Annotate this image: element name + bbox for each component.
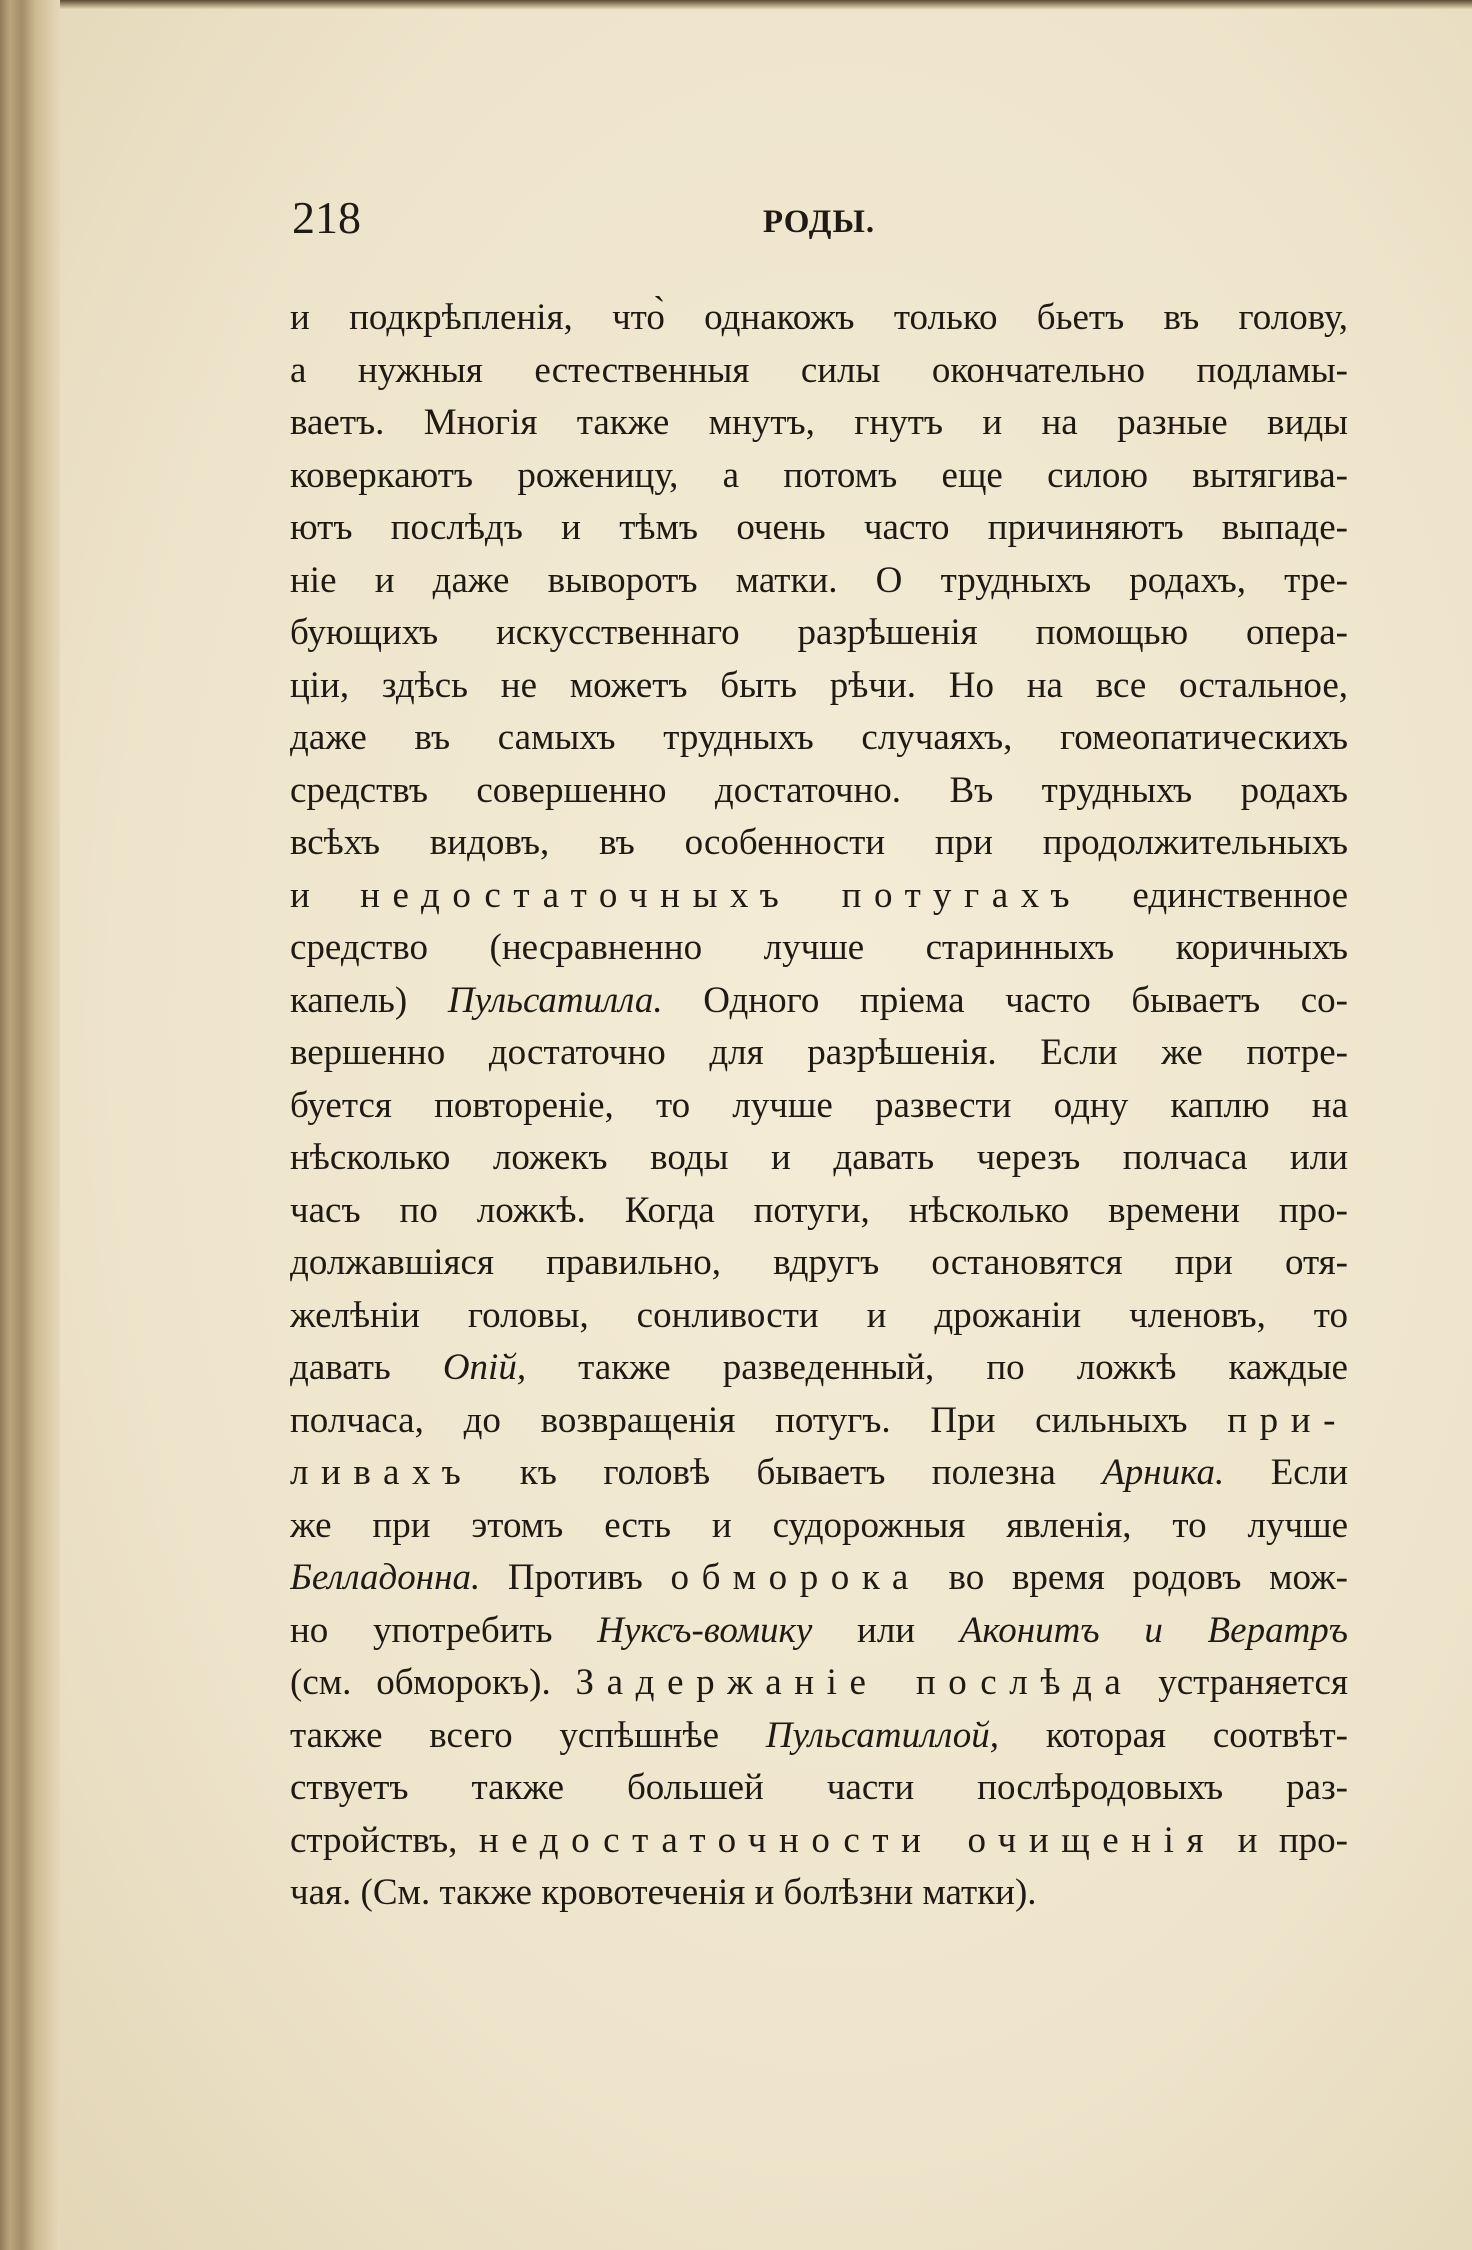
text-segment: буется повтореніе, то лучше развести одну каплю на xyxy=(290,1084,1348,1126)
text-line xyxy=(290,1342,1348,1395)
text-segment: давать xyxy=(290,1347,443,1388)
spaced-emphasis-text: недостаточныхъ xyxy=(360,874,792,916)
text-segment: Противъ xyxy=(480,1557,671,1598)
text-segment: бующихъ искусственнаго разрѣшенія помощью опера- xyxy=(290,612,1348,653)
text-segment: коверкаютъ роженицу, а потомъ еще силою вытягива- xyxy=(290,454,1348,496)
text-segment: вершенно достаточно для разрѣшенія. Если же потре- xyxy=(290,1032,1348,1073)
text-line xyxy=(290,502,1348,555)
text-segment: но употребить xyxy=(290,1609,598,1651)
text-segment: капель) xyxy=(290,979,448,1021)
spaced-emphasis-text: недостаточности очищенія xyxy=(478,1819,1217,1861)
text-segment: чая. (См. также кровотеченія и болѣзни матки). xyxy=(290,1872,1037,1913)
text-segment: единственное xyxy=(1082,874,1348,916)
text-segment xyxy=(791,875,841,916)
text-line xyxy=(290,1447,1348,1500)
text-line xyxy=(290,1500,1348,1553)
text-segment: средство (несравненно лучше старинныхъ коричныхъ xyxy=(290,927,1348,968)
text-segment: ваетъ. Многія также мнутъ, гнутъ и на разные виды xyxy=(290,402,1348,443)
text-segment: устраняется xyxy=(1133,1662,1348,1703)
text-line xyxy=(290,1552,1348,1605)
running-head: РОДЫ. xyxy=(762,204,876,240)
text-line xyxy=(290,922,1348,975)
text-segment: часъ по ложкѣ. Когда потуги, нѣсколько времени про- xyxy=(290,1189,1348,1231)
page-header xyxy=(292,188,1346,248)
text-line xyxy=(290,1815,1348,1868)
text-segment: Если xyxy=(1224,1452,1348,1493)
text-segment: также разведенный, по ложкѣ каждые xyxy=(526,1347,1348,1388)
book-binding-edge xyxy=(0,0,60,2250)
italic-remedy-name: Аконитъ и Вератръ xyxy=(959,1609,1348,1651)
text-segment: Одного пріема часто бываетъ со- xyxy=(662,979,1348,1021)
text-segment: ютъ послѣдъ и тѣмъ очень часто причиняютъ выпаде- xyxy=(290,507,1348,548)
text-line xyxy=(290,1867,1348,1920)
text-line xyxy=(290,1657,1348,1710)
text-line xyxy=(290,975,1348,1028)
text-segment: ствуетъ также большей части послѣродовыхъ раз- xyxy=(290,1767,1348,1808)
text-segment: и xyxy=(290,874,361,916)
text-segment: къ головѣ бываетъ полезна xyxy=(473,1452,1103,1493)
text-line xyxy=(290,765,1348,818)
spaced-emphasis-text: ливахъ xyxy=(290,1452,474,1493)
text-segment: всѣхъ видовъ, въ особенности при продолжительныхъ xyxy=(290,822,1348,863)
text-segment: также всего успѣшнѣе xyxy=(290,1714,766,1756)
text-segment: и подкрѣпленія, что̀ однакожъ только бьетъ въ голову, xyxy=(290,297,1348,338)
text-segment: и про- xyxy=(1216,1819,1348,1861)
page-number: 218 xyxy=(292,192,361,243)
text-segment: во время родовъ мож- xyxy=(920,1557,1348,1598)
text-line xyxy=(290,660,1348,713)
text-segment: которая соотвѣт- xyxy=(999,1714,1348,1756)
spaced-emphasis-text: при- xyxy=(1227,1399,1348,1441)
text-line xyxy=(290,345,1348,398)
text-line xyxy=(290,1605,1348,1658)
text-segment: (см. обморокъ). xyxy=(290,1662,576,1703)
text-segment: нѣсколько ложекъ воды и давать черезъ полчаса или xyxy=(290,1137,1348,1178)
text-segment: или xyxy=(812,1609,960,1651)
text-line xyxy=(290,1710,1348,1763)
text-line xyxy=(290,1762,1348,1815)
text-segment: ніе и даже выворотъ матки. О трудныхъ родахъ, тре- xyxy=(290,559,1348,601)
spaced-emphasis-text: Задержаніе послѣда xyxy=(575,1662,1134,1703)
spaced-emphasis-text: потугахъ xyxy=(841,874,1083,916)
text-segment: даже въ самыхъ трудныхъ случаяхъ, гомеопатическихъ xyxy=(290,717,1348,758)
text-line xyxy=(290,870,1348,923)
text-line xyxy=(290,712,1348,765)
italic-remedy-name: Арника. xyxy=(1102,1452,1225,1493)
italic-remedy-name: Пульсатилла. xyxy=(447,979,663,1021)
text-line xyxy=(290,1132,1348,1185)
text-line xyxy=(290,450,1348,503)
text-line xyxy=(290,1237,1348,1290)
text-line xyxy=(290,607,1348,660)
text-segment: средствъ совершенно достаточно. Въ трудныхъ родахъ xyxy=(290,769,1348,811)
text-segment: а нужныя естественныя силы окончательно подламы- xyxy=(290,349,1348,391)
text-line xyxy=(290,1185,1348,1238)
italic-remedy-name: Опій, xyxy=(442,1347,527,1388)
body-text xyxy=(290,292,1348,1920)
text-segment: же при этомъ есть и судорожныя явленія, то лучше xyxy=(290,1504,1348,1546)
text-segment: полчаса, до возвращенія потугъ. При сильныхъ xyxy=(290,1399,1228,1441)
italic-remedy-name: Белладонна. xyxy=(290,1557,481,1598)
text-line xyxy=(290,1080,1348,1133)
italic-remedy-name: Пульсатиллой, xyxy=(765,1714,1000,1756)
text-segment: стройствъ, xyxy=(290,1819,479,1861)
text-line xyxy=(290,1290,1348,1343)
page-top-shadow xyxy=(0,0,1472,10)
text-line xyxy=(290,555,1348,608)
text-segment: ціи, здѣсь не можетъ быть рѣчи. Но на все остальное, xyxy=(290,664,1348,706)
text-line xyxy=(290,1395,1348,1448)
text-line xyxy=(290,1027,1348,1080)
text-line xyxy=(290,817,1348,870)
text-segment: желѣніи головы, сонливости и дрожаніи членовъ, то xyxy=(290,1294,1348,1336)
text-line xyxy=(290,397,1348,450)
text-segment: должавшіяся правильно, вдругъ остановятся при отя- xyxy=(290,1242,1348,1283)
italic-remedy-name: Нуксъ-вомику xyxy=(597,1609,813,1651)
text-line xyxy=(290,292,1348,345)
spaced-emphasis-text: обморока xyxy=(670,1557,921,1598)
